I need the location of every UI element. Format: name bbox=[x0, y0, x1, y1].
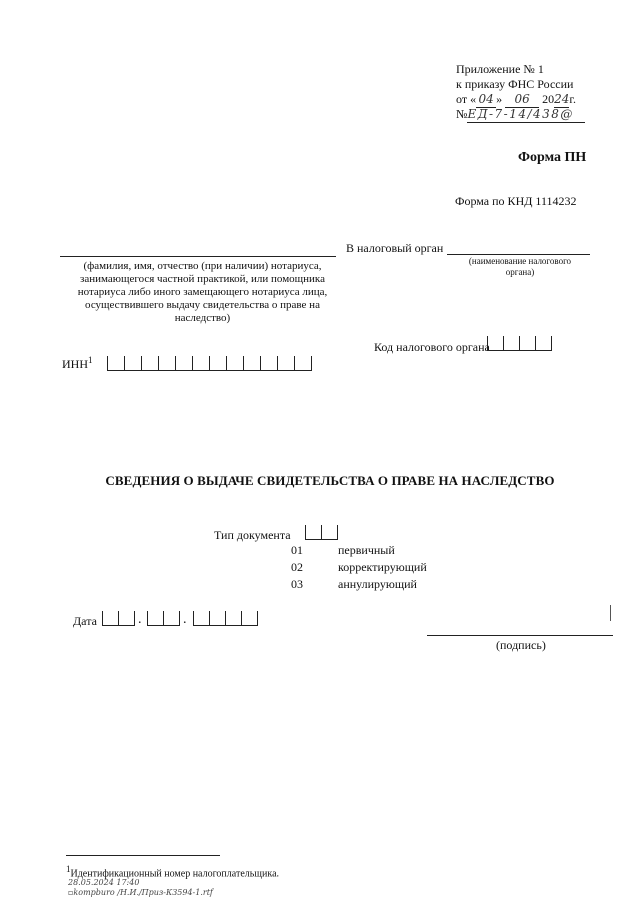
tax-code-label: Код налогового органа bbox=[374, 340, 490, 354]
main-title: СВЕДЕНИЯ О ВЫДАЧЕ СВИДЕТЕЛЬСТВА О ПРАВЕ НА НАСЛЕДСТВО bbox=[105, 473, 555, 488]
doc-type-option-label: корректирующий bbox=[338, 560, 427, 574]
signature-caption: (подпись) bbox=[496, 638, 546, 652]
inn-cell[interactable] bbox=[294, 356, 312, 371]
date-year-cell[interactable] bbox=[193, 611, 209, 626]
annex-date-year-suffix: 24 bbox=[554, 92, 570, 106]
annex-date-month: 06 bbox=[505, 92, 539, 108]
footnote-mark: 1 bbox=[66, 864, 71, 874]
date-day-cell[interactable] bbox=[102, 611, 118, 626]
doc-type-cells[interactable] bbox=[305, 525, 338, 539]
tax-office-label: В налоговый орган bbox=[346, 241, 444, 255]
inn-cell[interactable] bbox=[124, 356, 141, 371]
form-title: Форма ПН bbox=[518, 150, 587, 165]
tax-office-caption: (наименование налогового органа) bbox=[468, 256, 572, 277]
inn-cell[interactable] bbox=[107, 356, 124, 371]
doc-type-cell[interactable] bbox=[321, 525, 338, 540]
tax-code-cell[interactable] bbox=[503, 336, 519, 351]
notary-name-line[interactable] bbox=[60, 256, 336, 257]
tax-office-line[interactable] bbox=[447, 254, 590, 255]
file-icon: ▫ bbox=[68, 888, 74, 897]
inn-cell[interactable] bbox=[158, 356, 175, 371]
annex-date-year-prefix: 20 bbox=[542, 92, 555, 106]
date-year-cell[interactable] bbox=[241, 611, 258, 626]
date-separator: . bbox=[183, 612, 187, 627]
annex-date-line bbox=[456, 92, 585, 107]
scan-mark bbox=[610, 605, 611, 621]
file-stamp-path-text: kompburo /Н.И./Приз-К3594-1.rtf bbox=[73, 888, 213, 897]
annex-number-value: ЕД-7-14/438@ bbox=[467, 107, 585, 123]
annex-number-prefix: № bbox=[456, 107, 468, 121]
annex-line2: к приказу ФНС России bbox=[456, 77, 574, 91]
doc-type-option-label: аннулирующий bbox=[338, 577, 417, 591]
doc-type-option-code: 01 bbox=[291, 543, 303, 557]
inn-cell[interactable] bbox=[260, 356, 277, 371]
tax-code-cell[interactable] bbox=[519, 336, 535, 351]
doc-type-option-code: 02 bbox=[291, 560, 303, 574]
file-stamp-date: 28.05.2024 17:40 bbox=[68, 878, 140, 887]
date-year-cell[interactable] bbox=[225, 611, 241, 626]
file-stamp-path bbox=[68, 888, 213, 897]
date-month-cell[interactable] bbox=[147, 611, 163, 626]
annex-date-prefix: от « bbox=[456, 92, 477, 106]
footnote-divider bbox=[66, 855, 220, 856]
tax-code-cell[interactable] bbox=[487, 336, 503, 351]
date-month-cell[interactable] bbox=[163, 611, 180, 626]
date-year-cell[interactable] bbox=[209, 611, 225, 626]
inn-cell[interactable] bbox=[277, 356, 294, 371]
annex-block bbox=[456, 62, 585, 122]
annex-date-quote: » bbox=[496, 92, 503, 106]
inn-cell[interactable] bbox=[175, 356, 192, 371]
tax-code-cells[interactable] bbox=[487, 336, 552, 350]
annex-line1: Приложение № 1 bbox=[456, 62, 544, 76]
knd-code: Форма по КНД 1114232 bbox=[455, 194, 577, 208]
date-day-cells[interactable] bbox=[102, 611, 135, 625]
doc-type-option-code: 03 bbox=[291, 577, 303, 591]
inn-cell[interactable] bbox=[141, 356, 158, 371]
date-day-cell[interactable] bbox=[118, 611, 135, 626]
inn-label-group bbox=[62, 355, 93, 371]
date-year-cells[interactable] bbox=[193, 611, 258, 625]
date-month-cells[interactable] bbox=[147, 611, 180, 625]
doc-type-option-label: первичный bbox=[338, 543, 395, 557]
signature-line[interactable] bbox=[427, 635, 613, 636]
doc-type-cell[interactable] bbox=[305, 525, 321, 540]
date-label: Дата bbox=[73, 614, 97, 628]
annex-date-end: г. bbox=[569, 92, 576, 106]
annex-date-day: 04 bbox=[476, 92, 496, 108]
doc-type-label: Тип документа bbox=[214, 528, 291, 542]
notary-caption: (фамилия, имя, отчество (при наличии) нотариуса, занимающегося частной практикой, или помощника нотариуса либо иного замещающего нотариуса лица, осуществившего выдачу свидетельства о праве на наследство) bbox=[77, 260, 328, 324]
inn-cells[interactable] bbox=[107, 356, 312, 370]
annex-number-line bbox=[456, 107, 585, 122]
inn-label: ИНН bbox=[62, 357, 88, 371]
footnote-text: Идентификационный номер налогоплательщика. bbox=[70, 868, 280, 880]
inn-cell[interactable] bbox=[209, 356, 226, 371]
date-separator: . bbox=[138, 612, 142, 627]
tax-code-cell[interactable] bbox=[535, 336, 552, 351]
inn-cell[interactable] bbox=[192, 356, 209, 371]
inn-footnote-mark: 1 bbox=[88, 355, 93, 365]
inn-cell[interactable] bbox=[226, 356, 243, 371]
inn-cell[interactable] bbox=[243, 356, 260, 371]
